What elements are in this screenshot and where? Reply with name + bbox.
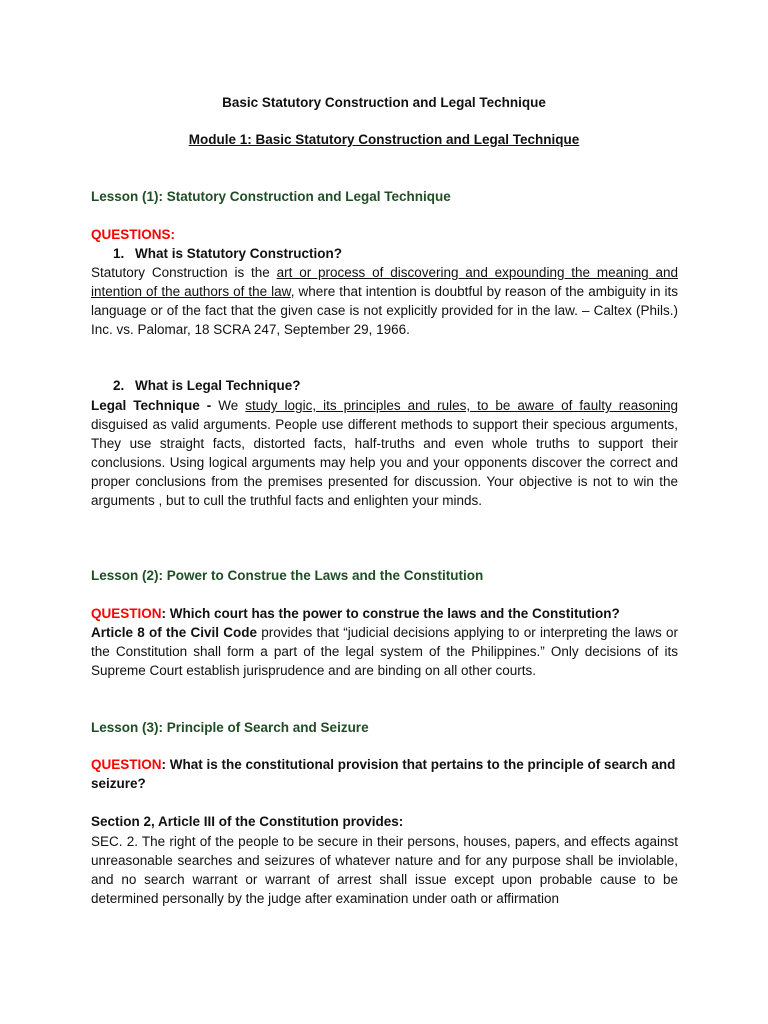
lesson-3-question-label: QUESTION bbox=[91, 757, 162, 772]
answer-1-paragraph bbox=[91, 263, 678, 339]
lesson-3-question-text: : What is the constitutional provision that pertains to the principle of search and seizure? bbox=[91, 757, 676, 791]
question-1 bbox=[113, 244, 342, 263]
answer-2-post: disguised as valid arguments. People use different methods to support their specious arguments, They use straight facts, distorted facts, half-truths and even whole truths to support their conclusions. Using logical arguments may help you and your opponents discover the correct and proper conclusions from the premises presented for discussion. Your objective is not to win the arguments , but to cull the truthful facts and enlighten your minds. bbox=[91, 417, 678, 508]
question-1-number: 1. bbox=[113, 246, 125, 261]
lesson-2-question-text: : Which court has the power to construe the laws and the Constitution? bbox=[161, 606, 620, 621]
answer-2-paragraph bbox=[91, 396, 678, 510]
lesson-2-answer bbox=[91, 623, 678, 680]
answer-1-post: , where that intention is doubtful by reason of the ambiguity in its language or of the fact that the given case is not explicitly provided for in the law. – Caltex (Phils.) Inc. vs. Palomar, 18 SCRA 247, September 29, 1966. bbox=[91, 284, 678, 337]
module-title-text: Module 1: Basic Statutory Construction and Legal Technique bbox=[188, 132, 580, 147]
provision-text: SEC. 2. The right of the people to be secure in their persons, houses, papers, and effects against unreasonable searches and seizures of whatever nature and for any purpose shall be inviolable, and no search warrant or warrant of arrest shall issue except upon probable cause to be determined personally by the judge after examination under oath or affirmation bbox=[91, 834, 678, 906]
question-2-text: What is Legal Technique? bbox=[135, 378, 301, 393]
lesson-2-answer-text: provides that “judicial decisions applying to or interpreting the laws or the Constitution shall form a part of the legal system of the Philippines.” Only decisions of its Supreme Court establish jurisprudence and are binding on all other courts. bbox=[91, 625, 678, 678]
question-1-text: What is Statutory Construction? bbox=[135, 246, 342, 261]
lesson-2-question-label: QUESTION bbox=[91, 606, 162, 621]
questions-label: QUESTIONS: bbox=[91, 227, 176, 242]
lesson-3-heading: Lesson (3): Principle of Search and Seizure bbox=[91, 720, 369, 735]
answer-1-underlined: art or process of discovering and expounding the meaning and intention of the authors of the law bbox=[91, 265, 678, 299]
answer-2-underlined: study logic, its principles and rules, to be aware of faulty reasoning bbox=[245, 398, 678, 413]
answer-2-pre: We bbox=[218, 398, 246, 413]
answer-2-term: Legal Technique - bbox=[91, 398, 219, 413]
question-2 bbox=[113, 376, 301, 395]
answer-1-pre: Statutory Construction is the bbox=[91, 265, 277, 280]
lesson-3-question bbox=[91, 755, 678, 793]
lesson-2-answer-term: Article 8 of the Civil Code bbox=[91, 625, 257, 640]
lesson-2-question bbox=[91, 604, 678, 623]
lesson-1-heading: Lesson (1): Statutory Construction and Legal Technique bbox=[91, 189, 451, 204]
question-2-number: 2. bbox=[113, 378, 125, 393]
provision-heading: Section 2, Article III of the Constitution provides: bbox=[91, 814, 404, 829]
lesson-2-heading: Lesson (2): Power to Construe the Laws and the Constitution bbox=[91, 568, 484, 583]
document-title: Basic Statutory Construction and Legal Technique bbox=[222, 95, 546, 110]
module-title bbox=[0, 130, 768, 149]
